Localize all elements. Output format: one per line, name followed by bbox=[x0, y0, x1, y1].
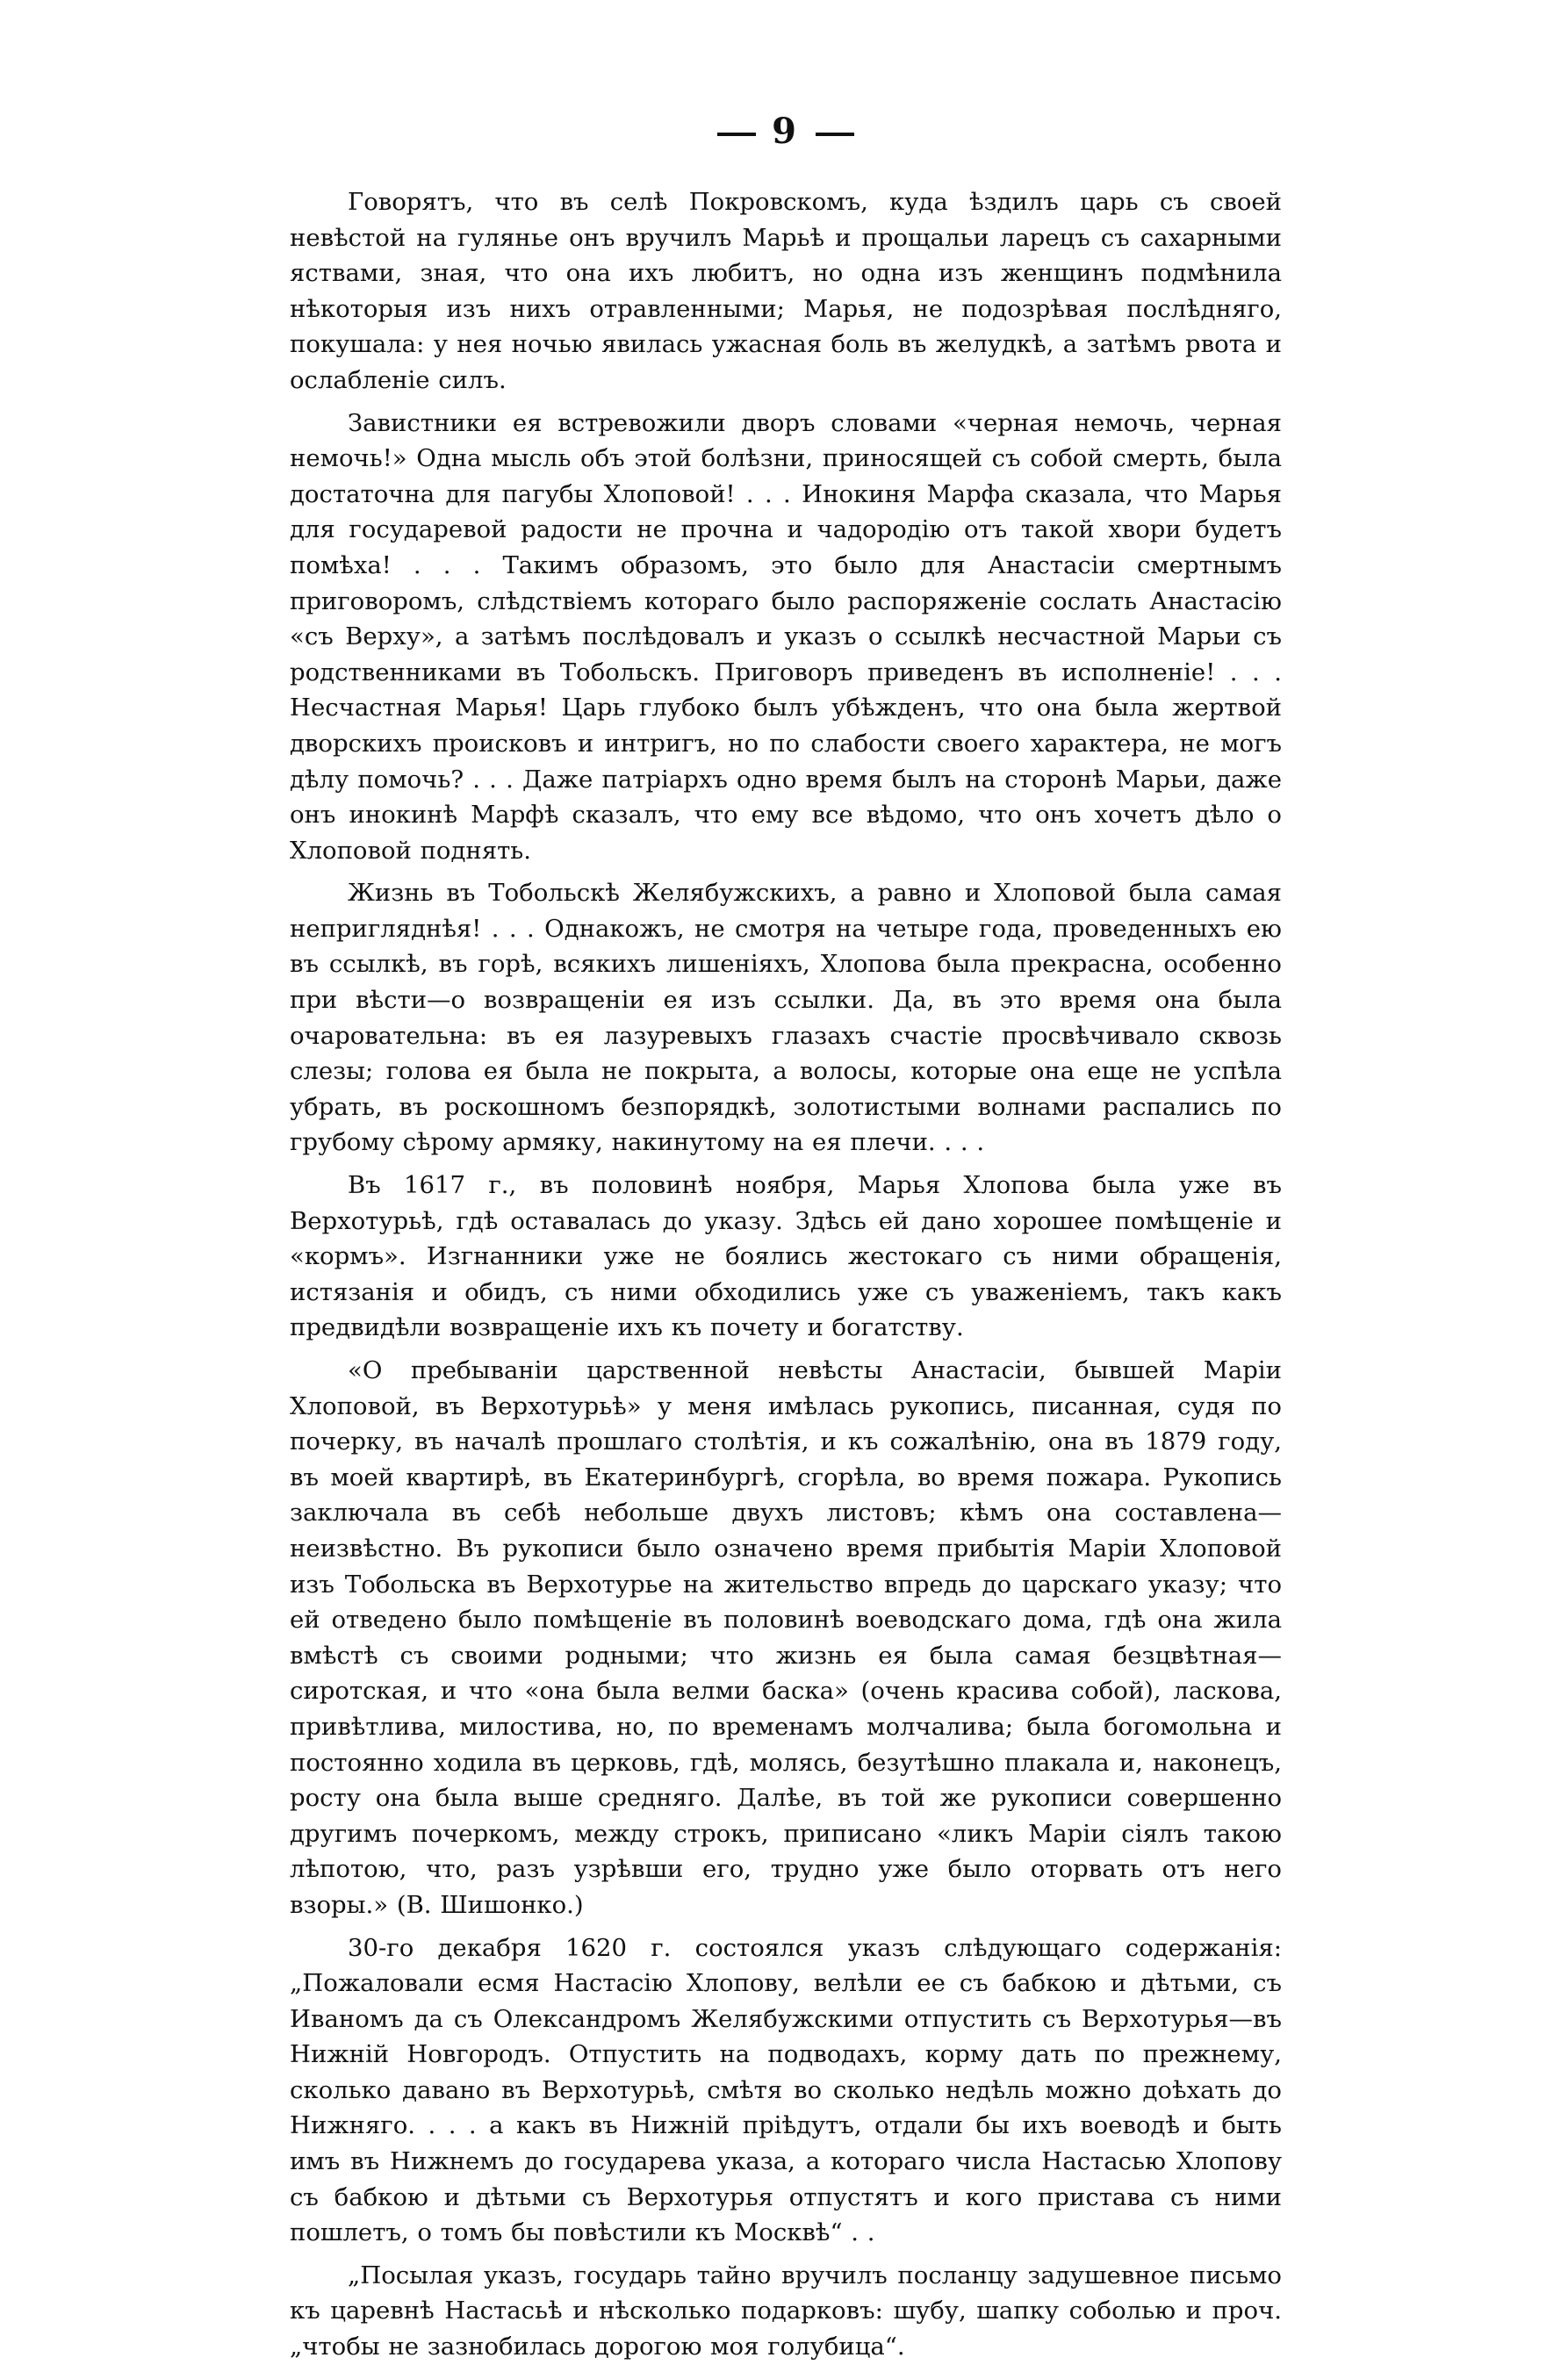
page-number-header bbox=[290, 105, 1282, 158]
right-dash bbox=[816, 133, 854, 136]
paragraph-5: «О пребываніи царственной невѣсты Анастасіи, бывшей Маріи Хлоповой, въ Верхотурьѣ» у меня имѣлась рукопись, писанная, судя по почерку, въ началѣ прошлаго столѣтія, и къ сожалѣнію, она въ 1879 году, въ моей квартирѣ, въ Екатеринбургѣ, сгорѣла, во время пожара. Рукопись заключала въ себѣ небольше двухъ листовъ; кѣмъ она составлена—неизвѣстно. Въ рукописи было означено время прибытія Маріи Хлоповой изъ Тобольска въ Верхотурье на жительство впредь до царскаго указу; что ей отведено было помѣщеніе въ половинѣ воеводскаго дома, гдѣ она жила вмѣстѣ съ своими родными; что жизнь ея была самая безцвѣтная—сиротская, и что «она была велми баска» (очень красива собой), ласкова, привѣтлива, милостива, но, по временамъ молчалива; была богомольна и постоянно ходила въ церковь, гдѣ, молясь, безутѣшно плакала и, наконецъ, росту она была выше средняго. Далѣе, въ той же рукописи совершенно другимъ почеркомъ, между строкъ, приписано «ликъ Маріи сіялъ такою лѣпотою, что, разъ узрѣвши его, трудно уже было оторвать отъ него взоры.» (В. Шишонко.) bbox=[290, 1356, 1282, 1919]
paragraph-4: Въ 1617 г., въ половинѣ ноября, Марья Хлопова была уже въ Верхотурьѣ, гдѣ оставалась до указу. Здѣсь ей дано хорошее помѣщеніе и «кормъ». Изгнанники уже не боялись жестокаго съ ними обращенія, истязанія и обидъ, съ ними обходились уже съ уваженіемъ, такъ какъ предвидѣли возвращеніе ихъ къ почету и богатству. bbox=[290, 1171, 1282, 1342]
left-dash bbox=[717, 133, 756, 136]
page-number: 9 bbox=[772, 111, 800, 152]
paragraph-3: Жизнь въ Тобольскѣ Желябужскихъ, а равно и Хлоповой была самая непригляднѣя! . . . Однакожъ, не смотря на четыре года, проведенныхъ ею въ ссылкѣ, въ горѣ, всякихъ лишеніяхъ, Хлопова была прекрасна, особенно при вѣсти—о возвращеніи ея изъ ссылки. Да, въ это время она была очаровательна: въ ея лазуревыхъ глазахъ счастіе просвѣчивало сквозь слезы; голова ея была не покрыта, а волосы, которые она еще не успѣла убрать, въ роскошномъ безпорядкѣ, золотистыми волнами распались по грубому сѣрому армяку, накинутому на ея плечи. . . . bbox=[290, 879, 1282, 1157]
paragraph-7: „Посылая указъ, государь тайно вручилъ посланцу задушевное письмо къ царевнѣ Настасьѣ и нѣсколько подарковъ: шубу, шапку соболью и проч. „чтобы не зазнобилась дорогою моя голубица“. bbox=[290, 2261, 1282, 2361]
paragraph-6: 30-го декабря 1620 г. состоялся указъ слѣдующаго содержанія: „Пожаловали есмя Настасію Хлопову, велѣли ее съ бабкою и дѣтьми, съ Иваномъ да съ Олександромъ Желябужскими отпустить съ Верхотурья—въ Нижній Новгородъ. Отпустить на подводахъ, корму дать по прежнему, сколько давано въ Верхотурьѣ, смѣтя во сколько недѣль можно доѣхать до Нижняго. . . . а какъ въ Нижній пріѣдутъ, отдали бы ихъ воеводѣ и быть имъ въ Нижнемъ до государева указа, а котораго числа Настасью Хлопову съ бабкою и дѣтьми съ Верхотурья отпустятъ и кого пристава съ ними пошлетъ, о томъ бы повѣстили къ Москвѣ“ . . bbox=[290, 1933, 1282, 2247]
paragraph-1: Говорятъ, что въ селѣ Покровскомъ, куда ѣздилъ царь съ своей невѣстой на гулянье онъ вручилъ Марьѣ и прощальи ларецъ съ сахарными яствами, зная, что она ихъ любитъ, но одна изъ женщинъ подмѣнила нѣкоторыя изъ нихъ отравленными; Марья, не подозрѣвая послѣдняго, покушала: у нея ночью явилась ужасная боль въ желудкѣ, а затѣмъ рвота и ослабленіе силъ. bbox=[290, 188, 1282, 394]
paragraph-2: Завистники ея встревожили дворъ словами «черная немочь, черная немочь!» Одна мысль объ этой болѣзни, приносящей съ собой смерть, была достаточна для пагубы Хлоповой! . . . Инокиня Марфа сказала, что Марья для государевой радости не прочна и чадородію отъ такой хвори будетъ помѣха! . . . Такимъ образомъ, это было для Анастасіи смертнымъ приговоромъ, слѣдствіемъ котораго было распоряженіе сослать Анастасію «съ Верху», а затѣмъ послѣдовалъ и указъ о ссылкѣ несчастной Марьи съ родственниками въ Тобольскъ. Приговоръ приведенъ въ исполненіе! . . . Несчастная Марья! Царь глубоко былъ убѣжденъ, что она была жертвой дворскихъ происковъ и интригъ, но по слабости своего характера, не могъ дѣлу помочь? . . . Даже патріархъ одно время былъ на сторонѣ Марьи, даже онъ инокинѣ Марфѣ сказалъ, что ему все вѣдомо, что онъ хочетъ дѣло о Хлоповой поднять. bbox=[290, 408, 1282, 865]
book-page bbox=[290, 105, 1282, 2372]
